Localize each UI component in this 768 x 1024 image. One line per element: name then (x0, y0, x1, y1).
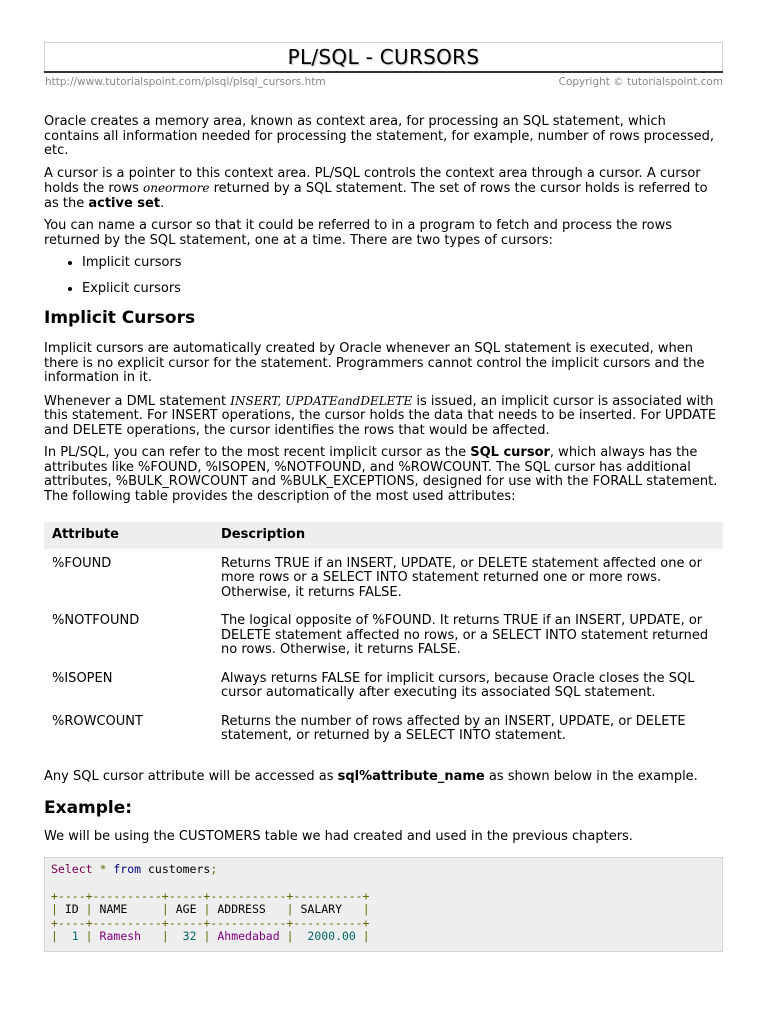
attribute-cell: %ISOPEN (52, 670, 113, 686)
implicit-paragraph-3 (44, 446, 723, 504)
text-run: , which always has the attributes like %FOUND, %ISOPEN, %NOTFOUND, and %ROWCOUNT. The SQL cursor has additional attributes, %BULK_ROWCOUNT and %BULK_EXCEPTIONS, designed for use with the FORALL statement. The following table provides the description of the most used attributes: (44, 445, 718, 504)
code-cell: Ramesh (99, 929, 142, 943)
code-keyword: from (113, 861, 142, 876)
attribute-cell: %ROWCOUNT (52, 713, 143, 729)
text-run: . (160, 195, 165, 211)
table-row (44, 606, 723, 664)
description-cell: The logical opposite of %FOUND. It returns TRUE if an INSERT, UPDATE, or DELETE statement affected no rows, or a SELECT INTO statement returned no rows. Otherwise, it returns FALSE. (221, 613, 709, 657)
attribute-access-paragraph (44, 770, 723, 785)
section-heading-implicit: Implicit Cursors (44, 308, 196, 328)
page-meta (44, 73, 723, 91)
section-heading-example: Example: (44, 798, 133, 818)
intro-paragraph-3: You can name a cursor so that it could be referred to in a program to fetch and process the rows returned by the SQL statement, one at a time. There are two types of cursors: (44, 218, 673, 248)
code-identifier: customers (148, 861, 211, 876)
attributes-table (44, 522, 723, 750)
table-row (44, 707, 723, 750)
code-table-border: +----+----------+-----+-----------+----------+ (51, 888, 370, 903)
code-cell: Ahmedabad (217, 929, 280, 943)
code-header-cell: ID (64, 902, 79, 916)
italic-term: oneormore (142, 181, 210, 195)
code-block: Select * from customers; +----+----------+-----+-----------+----------+ | ID | NAME | AGE | ADDRESS | SALARY | +----+----------+-----+-----------+----------+ | 1 | Ramesh | 32 | Ahmedabad | 2000.00 | (44, 857, 723, 952)
page-title: PL/SQL - CURSORS (287, 45, 480, 69)
intro-paragraph-1: Oracle creates a memory area, known as context area, for processing an SQL statement, which contains all information needed for processing the statement, for example, number of rows processed, etc. (44, 114, 715, 158)
page (44, 42, 723, 952)
implicit-paragraph-2 (44, 394, 723, 439)
text-run: as shown below in the example. (484, 768, 698, 784)
text-run: returned by a SQL statement. The set of rows the cursor holds is referred to as the (44, 181, 708, 211)
bold-term: SQL cursor (470, 445, 550, 460)
code-header-cell: NAME (99, 902, 128, 916)
source-url[interactable]: http://www.tutorialspoint.com/plsql/plsql_cursors.htm (45, 76, 326, 88)
code-header-cell: ADDRESS (217, 902, 266, 916)
copyright: Copyright © tutorialspoint.com (558, 76, 723, 88)
text-run: is issued, an implicit cursor is associated with this statement. For INSERT operations, the cursor holds the data that needs to be inserted. For UPDATE and DELETE operations, the cursor identifies the rows that would be affected. (44, 393, 717, 438)
column-header: Description (213, 522, 723, 549)
column-header: Attribute (44, 522, 213, 549)
code-header-cell: AGE (175, 902, 197, 916)
bold-term: sql%attribute_name (337, 768, 485, 784)
table-row (44, 664, 723, 707)
description-cell: Always returns FALSE for implicit cursors, because Oracle closes the SQL cursor automatically after executing its associated SQL statement. (221, 670, 695, 700)
bold-term: active set (88, 195, 161, 211)
table-header-row (44, 522, 723, 549)
code-operator: * (99, 861, 107, 876)
attribute-cell: %FOUND (52, 555, 112, 571)
list-item: • Implicit cursors (82, 256, 723, 270)
code-table-border: +----+----------+-----+-----------+----------+ (51, 915, 370, 930)
example-paragraph: We will be using the CUSTOMERS table we had created and used in the previous chapters. (44, 829, 633, 844)
attribute-cell: %NOTFOUND (52, 613, 140, 628)
text-run: Any SQL cursor attribute will be accessed as (44, 768, 338, 784)
code-cell: 1 (71, 929, 79, 943)
description-cell: Returns TRUE if an INSERT, UPDATE, or DELETE statement affected one or more rows or a SELECT INTO statement returned one or more rows. Otherwise, it returns FALSE. (221, 555, 702, 600)
implicit-paragraph-1: Implicit cursors are automatically created by Oracle whenever an SQL statement is executed, when there is no explicit cursor for the statement. Programmers cannot control the implicit cursors and the information in it. (44, 341, 705, 385)
title-box (44, 42, 723, 71)
intro-paragraph-2 (44, 167, 723, 212)
text-run: Whenever a DML statement (44, 393, 231, 409)
table-row (44, 549, 723, 607)
code-operator: ; (210, 861, 218, 876)
content (44, 115, 723, 952)
cursor-types-list (44, 256, 723, 296)
text-run: A cursor is a pointer to this context area. PL/SQL controls the context area through a cursor. A cursor holds the rows (44, 165, 701, 196)
code-cell: 2000.00 (307, 929, 356, 943)
description-cell: Returns the number of rows affected by an INSERT, UPDATE, or DELETE statement, or returned by a SELECT INTO statement. (221, 713, 686, 743)
code-keyword: Select (51, 861, 93, 876)
code-header-cell: SALARY (300, 902, 343, 916)
text-run: In PL/SQL, you can refer to the most recent implicit cursor as the (44, 445, 471, 460)
code-cell: 32 (182, 929, 197, 943)
italic-term: INSERT, UPDATEandDELETE (230, 393, 413, 408)
list-item: • Explicit cursors (82, 282, 723, 296)
